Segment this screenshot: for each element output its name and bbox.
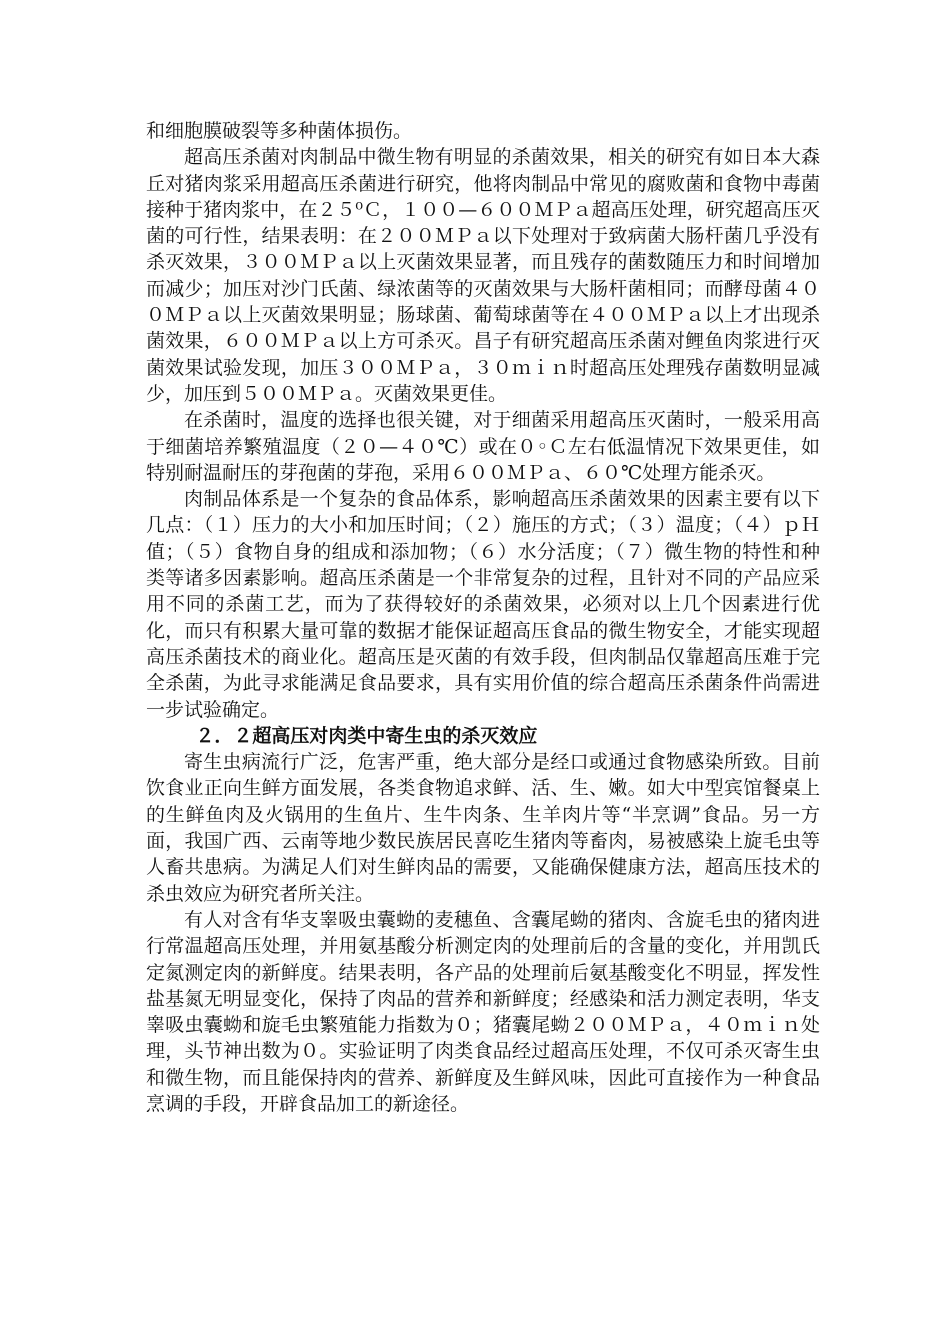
paragraph-continuation: 和细胞膜破裂等多种菌体损伤。: [146, 120, 413, 142]
paragraph-temperature: 在杀菌时，温度的选择也很关键，对于细菌采用超高压灭菌时，一般采用高于细菌培养繁殖温度（２０—４０℃）或在０◦Ｃ左右低温情况下效果更佳，如特别耐温耐压的芽孢菌的芽孢，采用６００ＭＰａ、６０℃处理方能杀灭。: [146, 409, 820, 484]
paragraph-parasite-intro: 寄生虫病流行广泛，危害严重，绝大部分是经口或通过食物感染所致。目前饮食业正向生鲜方面发展，各类食物追求鲜、活、生、嫩。如大中型宾馆餐桌上的生鲜鱼肉及火锅用的生鱼片、生牛肉条、生羊肉片等“半烹调”食品。另一方面，我国广西、云南等地少数民族居民喜吃生猪肉等畜肉，易被感染上旋毛虫等人畜共患病。为满足人们对生鲜肉品的需要，又能确保健康方法，超高压技术的杀虫效应为研究者所关注。: [146, 751, 820, 905]
paragraph-sterilization-effect: 超高压杀菌对肉制品中微生物有明显的杀菌效果，相关的研究有如日本大森丘对猪肉浆采用超高压杀菌进行研究，他将肉制品中常见的腐败菌和食物中毒菌接种于猪肉浆中，在２５⁰Ｃ，１００—６００ＭＰａ超高压处理，研究超高压灭菌的可行性，结果表明：在２００ＭＰａ以下处理对于致病菌大肠杆菌几乎没有杀灭效果，３００ＭＰａ以上灭菌效果显著，而且残存的菌数随压力和时间增加而减少；加压对沙门氏菌、绿浓菌等的灭菌效果与大肠杆菌相同；而酵母菌４００ＭＰａ以上灭菌效果明显；肠球菌、葡萄球菌等在４００ＭＰａ以上才出现杀菌效果，６００ＭＰａ以上方可杀灭。昌子有研究超高压杀菌对鲤鱼肉浆进行灭菌效果试验发现，加压３００ＭＰａ，３０ｍｉｎ时超高压处理残存菌数明显减少，加压到５００ＭＰａ。灭菌效果更佳。: [146, 146, 820, 405]
paragraph-parasite-experiment: 有人对含有华支睾吸虫囊蚴的麦穗鱼、含囊尾蚴的猪肉、含旋毛虫的猪肉进行常温超高压处理，并用氨基酸分析测定肉的处理前后的含量的变化，并用凯氏定氮测定肉的新鲜度。结果表明，各产品的处理前后氨基酸变化不明显，挥发性盐基氮无明显变化，保持了肉品的营养和新鲜度；经感染和活力测定表明，华支睾吸虫囊蚴和旋毛虫繁殖能力指数为０；猪囊尾蚴２００ＭＰａ，４０ｍｉｎ处理，头节神出数为０。实验证明了肉类食品经过超高压处理，不仅可杀灭寄生虫和微生物，而且能保持肉的营养、新鲜度及生鲜风味，因此可直接作为一种食品烹调的手段，开辟食品加工的新途径。: [146, 908, 820, 1115]
section-heading: ２．２超高压对肉类中寄生虫的杀灭效应: [195, 724, 538, 747]
paragraph-factors: 肉制品体系是一个复杂的食品体系，影响超高压杀菌效果的因素主要有以下几点：（１）压力的大小和加压时间；（２）施压的方式；（３）温度；（４）ｐＨ值；（５）食物自身的组成和添加物；（６）水分活度；（７）微生物的特性和种类等诸多因素影响。超高压杀菌是一个非常复杂的过程，且针对不同的产品应采用不同的杀菌工艺，而为了获得较好的杀菌效果，必须对以上几个因素进行优化，而只有积累大量可靠的数据才能保证超高压食品的微生物安全，才能实现超高压杀菌技术的商业化。超高压是灭菌的有效手段，但肉制品仅靠超高压难于完全杀菌，为此寻求能满足食品要求，具有实用价值的综合超高压杀菌条件尚需进一步试验确定。: [146, 488, 820, 721]
